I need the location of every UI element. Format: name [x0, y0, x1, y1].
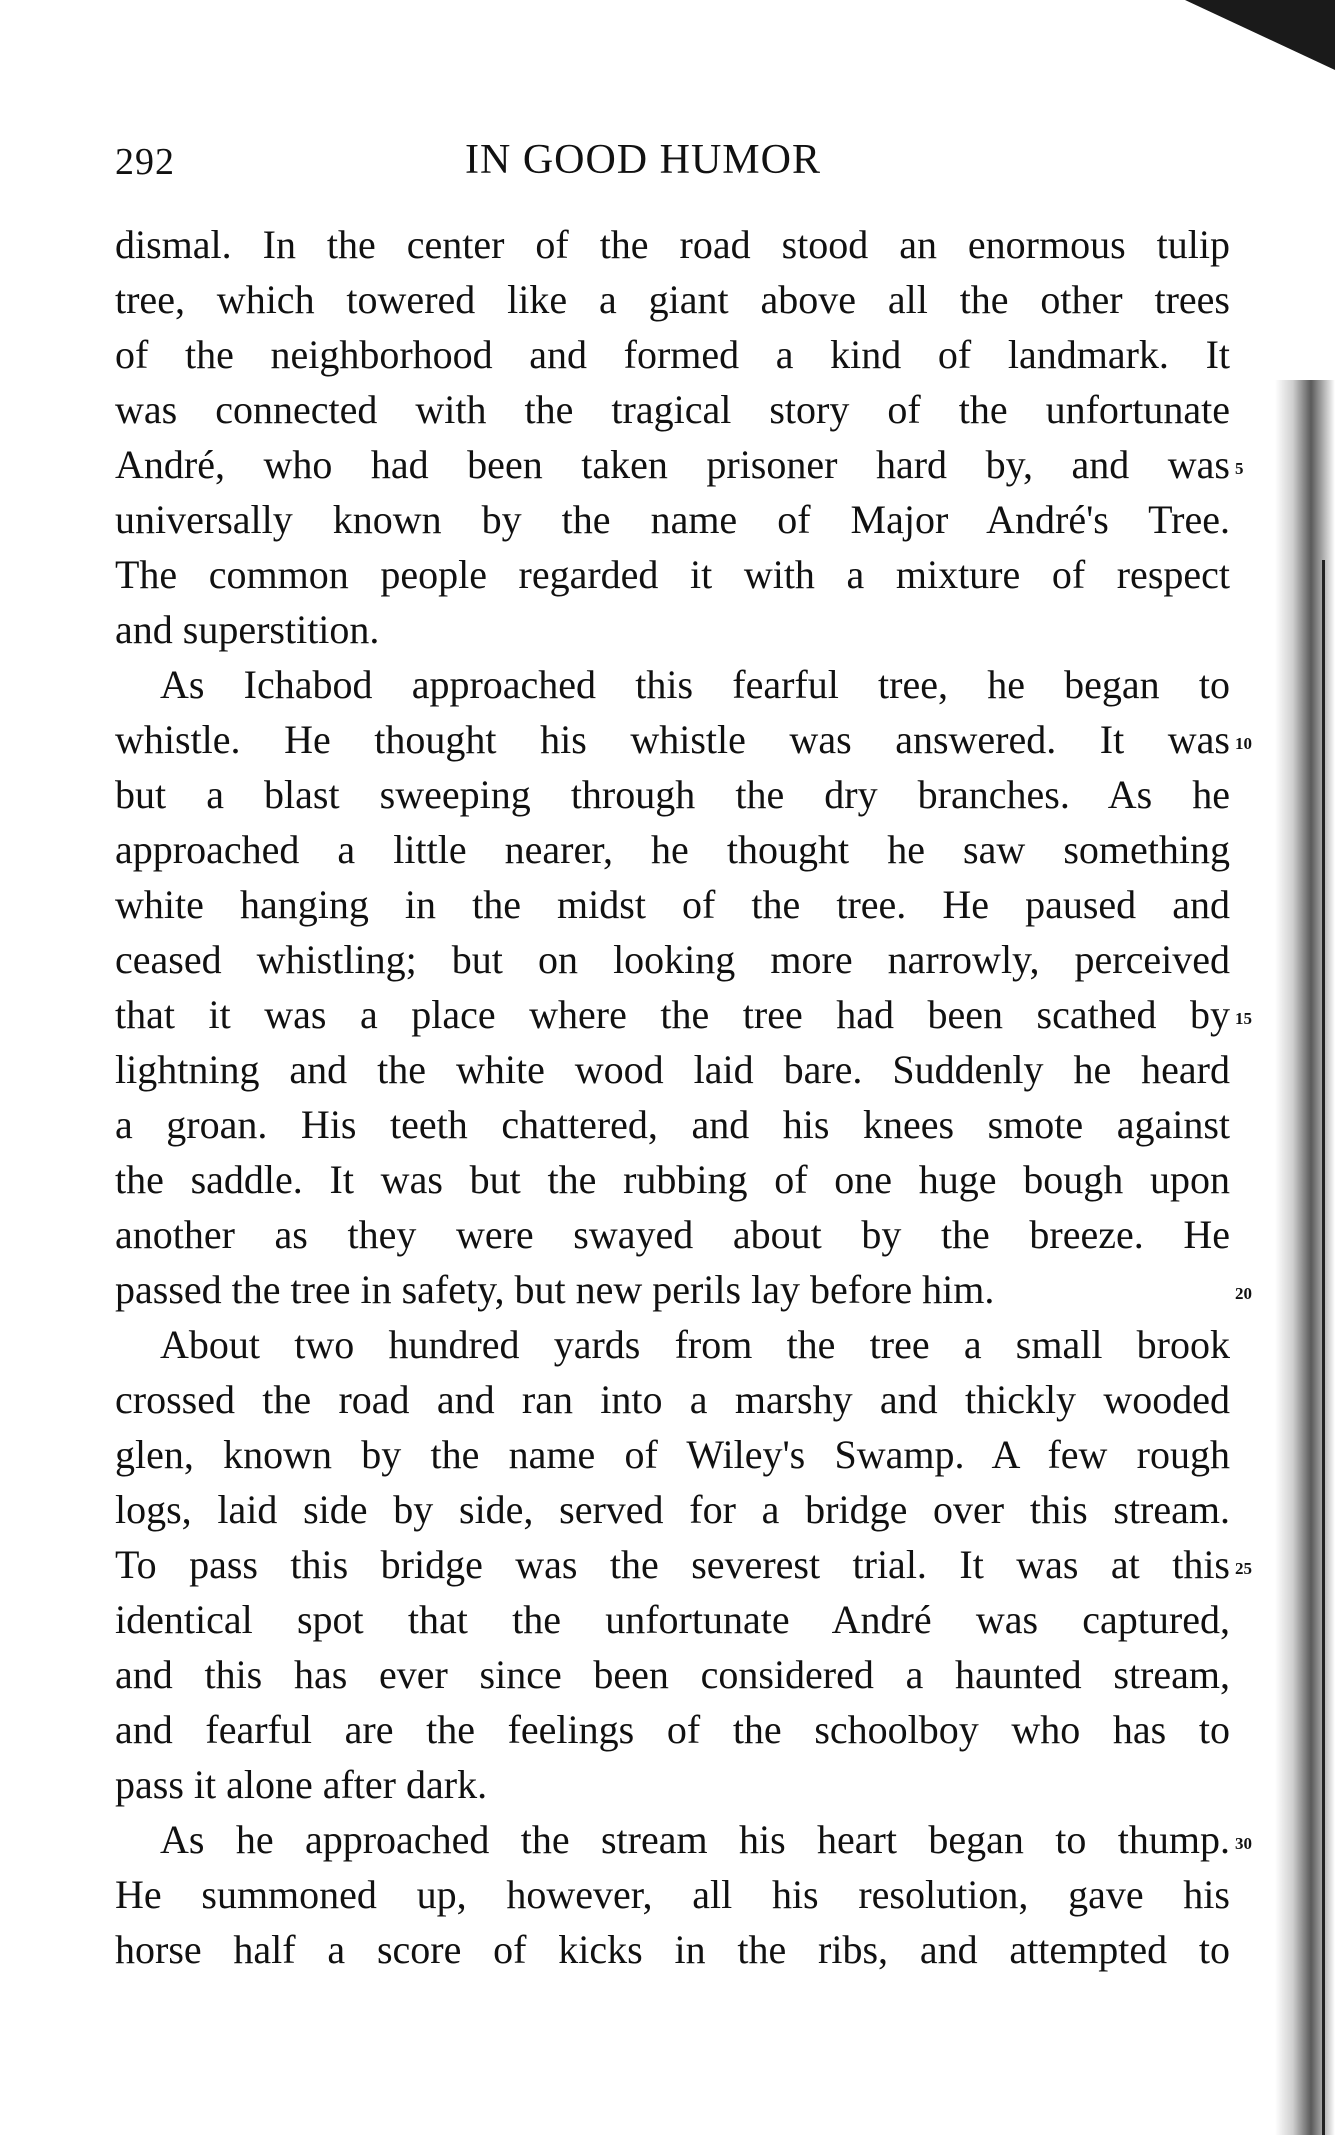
- text-line: white hanging in the midst of the tree. He paused and: [115, 882, 1230, 927]
- text-line: a groan. His teeth chattered, and his knees smote against: [115, 1102, 1230, 1147]
- line-number: 30: [1235, 1834, 1252, 1853]
- text-line: As he approached the stream his heart began to thump. 30: [115, 1812, 1230, 1867]
- text-line: crossed the road and ran into a marshy and thickly wooded: [115, 1377, 1230, 1422]
- text-line: whistle. He thought his whistle was answered. It was 10: [115, 712, 1230, 767]
- text-line: and superstition.: [115, 607, 380, 652]
- text-line: of the neighborhood and formed a kind of landmark. It: [115, 332, 1230, 377]
- text-line: The common people regarded it with a mixture of respect: [115, 552, 1230, 597]
- binding-shadow: [1275, 380, 1335, 2135]
- text-line: that it was a place where the tree had been scathed by 15: [115, 987, 1230, 1042]
- text-line: another as they were swayed about by the breeze. He: [115, 1212, 1230, 1257]
- page-corner-shadow: [1185, 0, 1335, 70]
- text-line: lightning and the white wood laid bare. Suddenly he heard: [115, 1047, 1230, 1092]
- line-number: 20: [1235, 1284, 1252, 1303]
- line-number: 5: [1235, 459, 1244, 478]
- text-line: the saddle. It was but the rubbing of one huge bough upon: [115, 1157, 1230, 1202]
- line-number: 25: [1235, 1559, 1252, 1578]
- text-line: but a blast sweeping through the dry branches. As he: [115, 772, 1230, 817]
- text-line: was connected with the tragical story of the unfortunate: [115, 387, 1230, 432]
- running-head: IN GOOD HUMOR: [465, 137, 821, 183]
- text-line: and fearful are the feelings of the schoolboy who has to: [115, 1707, 1230, 1752]
- binding-edge: [1322, 560, 1325, 2135]
- text-line: pass it alone after dark.: [115, 1762, 488, 1807]
- text-line: tree, which towered like a giant above all the other trees: [115, 277, 1230, 322]
- text-line: dismal. In the center of the road stood an enormous tulip: [115, 222, 1230, 267]
- text-line: As Ichabod approached this fearful tree, he began to: [160, 662, 1230, 707]
- text-line: To pass this bridge was the severest trial. It was at this 25: [115, 1537, 1230, 1592]
- text-line: horse half a score of kicks in the ribs, and attempted to: [115, 1927, 1230, 1972]
- line-number: 10: [1235, 734, 1252, 753]
- body-text: [115, 217, 1252, 1977]
- text-line: approached a little nearer, he thought he saw something: [115, 827, 1230, 872]
- text-line: universally known by the name of Major André's Tree.: [115, 497, 1230, 542]
- text-line: André, who had been taken prisoner hard by, and was 5: [115, 437, 1230, 492]
- page-number: 292: [115, 141, 175, 183]
- text-line: identical spot that the unfortunate André was captured,: [115, 1597, 1230, 1642]
- text-line: passed the tree in safety, but new perils lay before him. 20: [115, 1262, 1230, 1317]
- text-line: glen, known by the name of Wiley's Swamp. A few rough: [115, 1432, 1230, 1477]
- text-line: ceased whistling; but on looking more narrowly, perceived: [115, 937, 1230, 982]
- text-line: He summoned up, however, all his resolution, gave his: [115, 1872, 1230, 1917]
- page-header: [115, 136, 1230, 192]
- text-line: About two hundred yards from the tree a small brook: [160, 1322, 1230, 1367]
- line-number: 15: [1235, 1009, 1252, 1028]
- text-line: logs, laid side by side, served for a bridge over this stream.: [115, 1487, 1230, 1532]
- text-line: and this has ever since been considered a haunted stream,: [115, 1652, 1230, 1697]
